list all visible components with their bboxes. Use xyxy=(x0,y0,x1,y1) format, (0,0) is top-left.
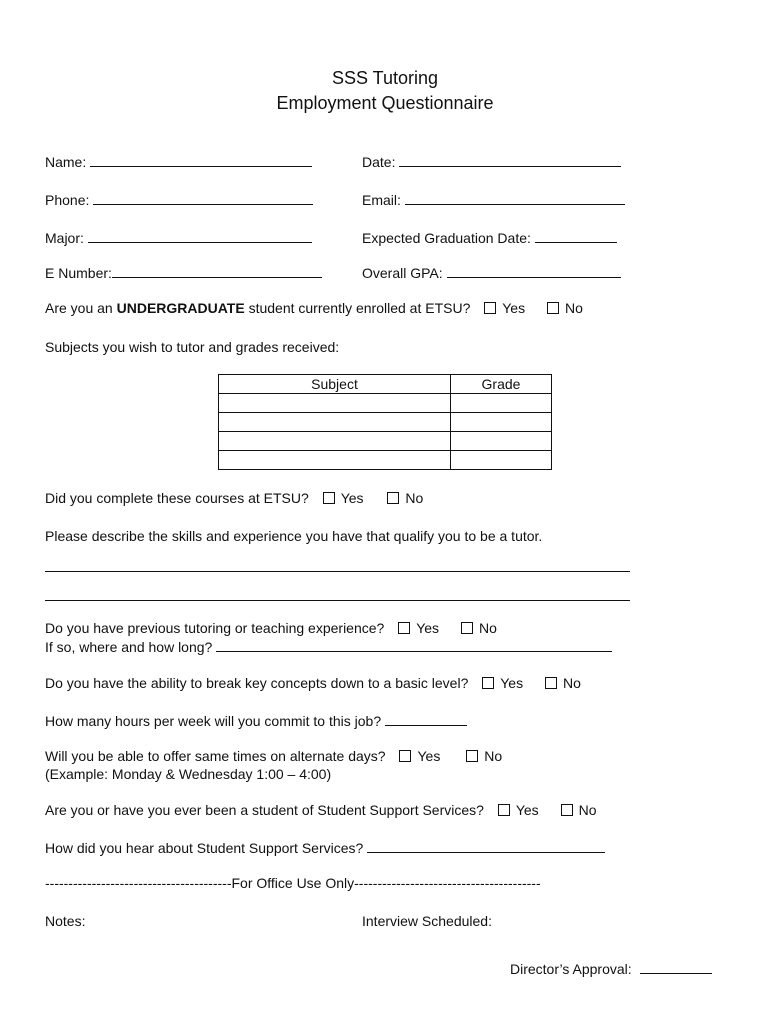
times-no-label: No xyxy=(484,748,503,764)
form-title: SSS Tutoring xyxy=(331,68,439,88)
directors-approval-label: Director’s Approval: xyxy=(510,961,632,977)
previous-experience-question xyxy=(45,619,497,637)
gpa-label: Overall GPA: xyxy=(362,265,443,281)
hear-about-line[interactable] xyxy=(367,838,605,853)
skills-answer-line[interactable] xyxy=(45,571,630,572)
subjects-table xyxy=(218,374,552,470)
previous-no-label: No xyxy=(478,620,497,636)
times-text: Will you be able to offer same times on alternate days? xyxy=(45,748,386,764)
directors-approval-line[interactable] xyxy=(640,959,712,974)
times-no-option[interactable] xyxy=(466,747,502,765)
checkbox-icon[interactable] xyxy=(484,302,496,314)
courses-yes-label: Yes xyxy=(340,490,364,506)
grad-date-line[interactable] xyxy=(535,228,617,243)
subject-cell[interactable] xyxy=(219,394,451,413)
grade-cell[interactable] xyxy=(451,394,552,413)
major-line[interactable] xyxy=(88,228,312,243)
checkbox-icon[interactable] xyxy=(545,677,557,689)
undergrad-yes-label: Yes xyxy=(502,300,526,316)
table-row xyxy=(219,413,552,432)
subject-cell[interactable] xyxy=(219,413,451,432)
grade-header: Grade xyxy=(451,375,552,394)
hear-about-label: How did you hear about Student Support Services? xyxy=(45,840,364,856)
hours-field[interactable] xyxy=(45,711,467,730)
form-subtitle: Employment Questionnaire xyxy=(276,93,494,113)
date-line[interactable] xyxy=(399,152,621,167)
courses-no-label: No xyxy=(405,490,424,506)
gpa-line[interactable] xyxy=(447,263,621,278)
undergrad-yes-option[interactable] xyxy=(484,299,525,317)
undergrad-no-label: No xyxy=(564,300,583,316)
name-field[interactable] xyxy=(45,152,312,171)
checkbox-icon[interactable] xyxy=(461,622,473,634)
times-yes-option[interactable] xyxy=(399,747,440,765)
where-how-long-line[interactable] xyxy=(216,637,612,652)
grade-cell[interactable] xyxy=(451,413,552,432)
previous-yes-option[interactable] xyxy=(398,619,439,637)
undergrad-no-option[interactable] xyxy=(547,299,583,317)
major-label: Major: xyxy=(45,230,84,246)
previous-text: Do you have previous tutoring or teaching experience? xyxy=(45,620,385,636)
sss-yes-label: Yes xyxy=(515,802,539,818)
sss-yes-option[interactable] xyxy=(498,801,539,819)
sss-no-option[interactable] xyxy=(561,801,597,819)
checkbox-icon[interactable] xyxy=(498,804,510,816)
undergrad-text-bold: UNDERGRADUATE xyxy=(116,300,245,316)
checkbox-icon[interactable] xyxy=(387,492,399,504)
undergrad-question xyxy=(45,299,583,317)
checkbox-icon[interactable] xyxy=(323,492,335,504)
major-field[interactable] xyxy=(45,228,312,247)
name-line[interactable] xyxy=(90,152,312,167)
skills-prompt: Please describe the skills and experience you have that qualify you to be a tutor. xyxy=(45,528,543,544)
notes-label: Notes: xyxy=(45,913,86,929)
directors-approval-field[interactable] xyxy=(510,959,712,978)
checkbox-icon[interactable] xyxy=(466,750,478,762)
alternate-days-question xyxy=(45,747,502,765)
hear-about-field[interactable] xyxy=(45,838,605,857)
office-use-divider: ----------------------------------------For Office Use Only---------------------------------------- xyxy=(45,875,541,891)
break-no-label: No xyxy=(562,675,581,691)
grad-date-field[interactable] xyxy=(362,228,617,247)
name-label: Name: xyxy=(45,154,87,170)
phone-field[interactable] xyxy=(45,190,313,209)
sss-student-question xyxy=(45,801,596,819)
subject-cell[interactable] xyxy=(219,451,451,470)
grad-date-label: Expected Graduation Date: xyxy=(362,230,531,246)
checkbox-icon[interactable] xyxy=(482,677,494,689)
email-label: Email: xyxy=(362,192,401,208)
interview-scheduled-label: Interview Scheduled: xyxy=(362,913,492,929)
email-field[interactable] xyxy=(362,190,625,209)
phone-label: Phone: xyxy=(45,192,90,208)
email-line[interactable] xyxy=(405,190,625,205)
break-no-option[interactable] xyxy=(545,674,581,692)
checkbox-icon[interactable] xyxy=(561,804,573,816)
date-field[interactable] xyxy=(362,152,621,171)
subjects-prompt: Subjects you wish to tutor and grades received: xyxy=(45,339,340,355)
checkbox-icon[interactable] xyxy=(547,302,559,314)
sss-text: Are you or have you ever been a student of Student Support Services? xyxy=(45,802,484,818)
break-yes-label: Yes xyxy=(500,675,524,691)
courses-question xyxy=(45,489,423,507)
subject-header: Subject xyxy=(219,375,451,394)
table-row xyxy=(219,432,552,451)
previous-no-option[interactable] xyxy=(461,619,497,637)
break-concepts-question xyxy=(45,674,581,692)
times-yes-label: Yes xyxy=(417,748,441,764)
break-text: Do you have the ability to break key concepts down to a basic level? xyxy=(45,675,469,691)
table-row xyxy=(219,394,552,413)
sss-no-label: No xyxy=(578,802,597,818)
hours-label: How many hours per week will you commit to this job? xyxy=(45,713,382,729)
subject-cell[interactable] xyxy=(219,432,451,451)
grade-cell[interactable] xyxy=(451,432,552,451)
undergrad-text-post: student currently enrolled at ETSU? xyxy=(244,300,471,316)
break-yes-option[interactable] xyxy=(482,674,523,692)
enumber-label: E Number: xyxy=(45,265,112,281)
table-header-row xyxy=(219,375,552,394)
enumber-line[interactable] xyxy=(112,263,322,278)
times-example: (Example: Monday & Wednesday 1:00 – 4:00) xyxy=(45,766,332,782)
grade-cell[interactable] xyxy=(451,451,552,470)
table-row xyxy=(219,451,552,470)
enumber-field[interactable] xyxy=(45,263,322,282)
courses-no-option[interactable] xyxy=(387,489,423,507)
where-how-long-label: If so, where and how long? xyxy=(45,639,213,655)
checkbox-icon[interactable] xyxy=(399,750,411,762)
date-label: Date: xyxy=(362,154,396,170)
undergrad-text-pre: Are you an xyxy=(45,300,117,316)
where-how-long-field[interactable] xyxy=(45,637,612,656)
gpa-field[interactable] xyxy=(362,263,621,282)
phone-line[interactable] xyxy=(93,190,313,205)
hours-line[interactable] xyxy=(385,711,467,726)
courses-yes-option[interactable] xyxy=(323,489,364,507)
checkbox-icon[interactable] xyxy=(398,622,410,634)
courses-text: Did you complete these courses at ETSU? xyxy=(45,490,309,506)
previous-yes-label: Yes xyxy=(416,620,440,636)
skills-answer-line[interactable] xyxy=(45,600,630,601)
